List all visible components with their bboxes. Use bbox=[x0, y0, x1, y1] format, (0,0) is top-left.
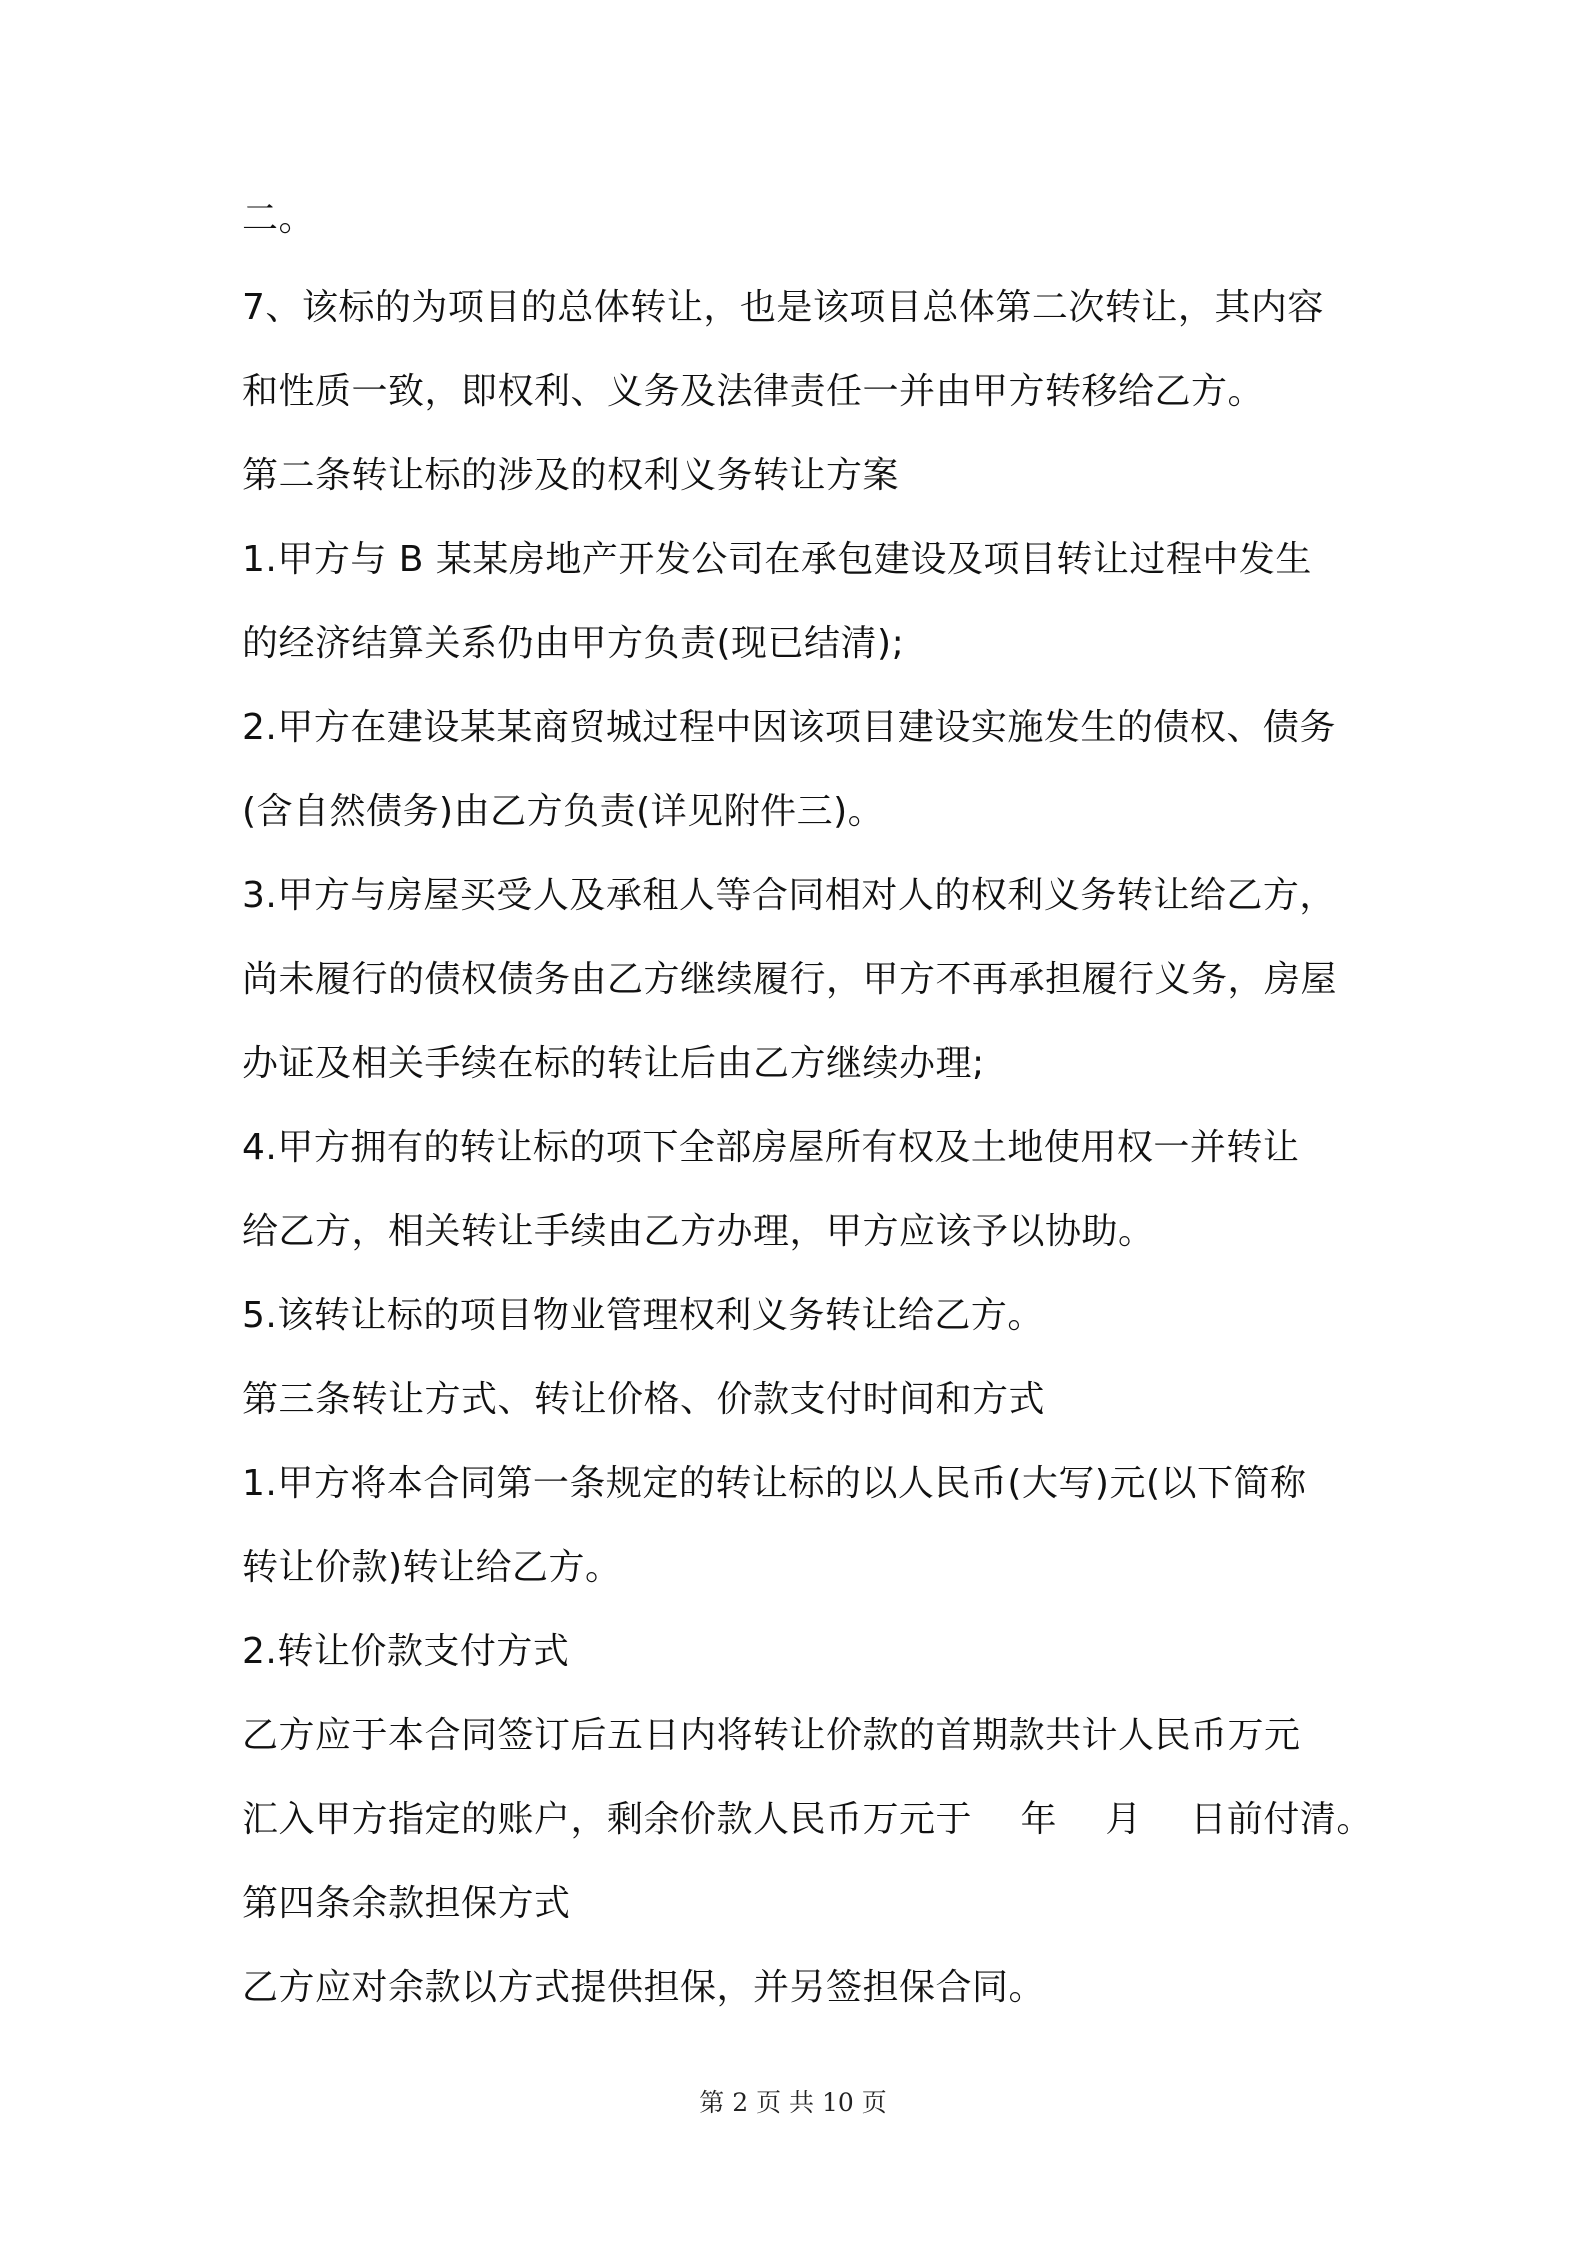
text-line: 4.甲方拥有的转让标的项下全部房屋所有权及土地使用权一并转让 bbox=[242, 1127, 1300, 1168]
text-line: 3.甲方与房屋买受人及承租人等合同相对人的权利义务转让给乙方， bbox=[242, 875, 1336, 916]
text-line: (含自然债务)由乙方负责(详见附件三)。 bbox=[242, 791, 885, 832]
section-heading: 第四条余款担保方式 bbox=[242, 1883, 571, 1924]
text-line: 办证及相关手续在标的转让后由乙方继续办理; bbox=[242, 1043, 985, 1084]
text-line: 转让价款)转让给乙方。 bbox=[242, 1547, 622, 1588]
text-line: 7、该标的为项目的总体转让，也是该项目总体第二次转让，其内容 bbox=[242, 287, 1324, 328]
text-line: 二。 bbox=[242, 198, 316, 239]
text-line: 和性质一致，即权利、义务及法律责任一并由甲方转移给乙方。 bbox=[242, 371, 1265, 412]
text-line: 尚未履行的债权债务由乙方继续履行，甲方不再承担履行义务，房屋 bbox=[242, 959, 1338, 1000]
text-line: 1.甲方与 B 某某房地产开发公司在承包建设及项目转让过程中发生 bbox=[242, 539, 1312, 580]
text-line: 5.该转让标的项目物业管理权利义务转让给乙方。 bbox=[242, 1295, 1044, 1336]
text-line: 汇入甲方指定的账户，剩余价款人民币万元于 年 月 日前付清。 bbox=[242, 1799, 1373, 1840]
text-line: 乙方应对余款以方式提供担保，并另签担保合同。 bbox=[242, 1967, 1046, 2008]
text-line: 1.甲方将本合同第一条规定的转让标的以人民币(大写)元(以下简称 bbox=[242, 1463, 1307, 1504]
text-line: 给乙方，相关转让手续由乙方办理，甲方应该予以协助。 bbox=[242, 1211, 1155, 1252]
page-number: 第 2 页 共 10 页 bbox=[699, 2088, 887, 2117]
section-heading: 第三条转让方式、转让价格、价款支付时间和方式 bbox=[242, 1379, 1046, 1420]
text-line: 2.甲方在建设某某商贸城过程中因该项目建设实施发生的债权、债务 bbox=[242, 707, 1336, 748]
text-line: 乙方应于本合同签订后五日内将转让价款的首期款共计人民币万元 bbox=[242, 1715, 1301, 1756]
section-heading: 第二条转让标的涉及的权利义务转让方案 bbox=[242, 455, 900, 496]
text-line: 2.转让价款支付方式 bbox=[242, 1631, 570, 1672]
text-line: 的经济结算关系仍由甲方负责(现已结清); bbox=[242, 623, 905, 664]
